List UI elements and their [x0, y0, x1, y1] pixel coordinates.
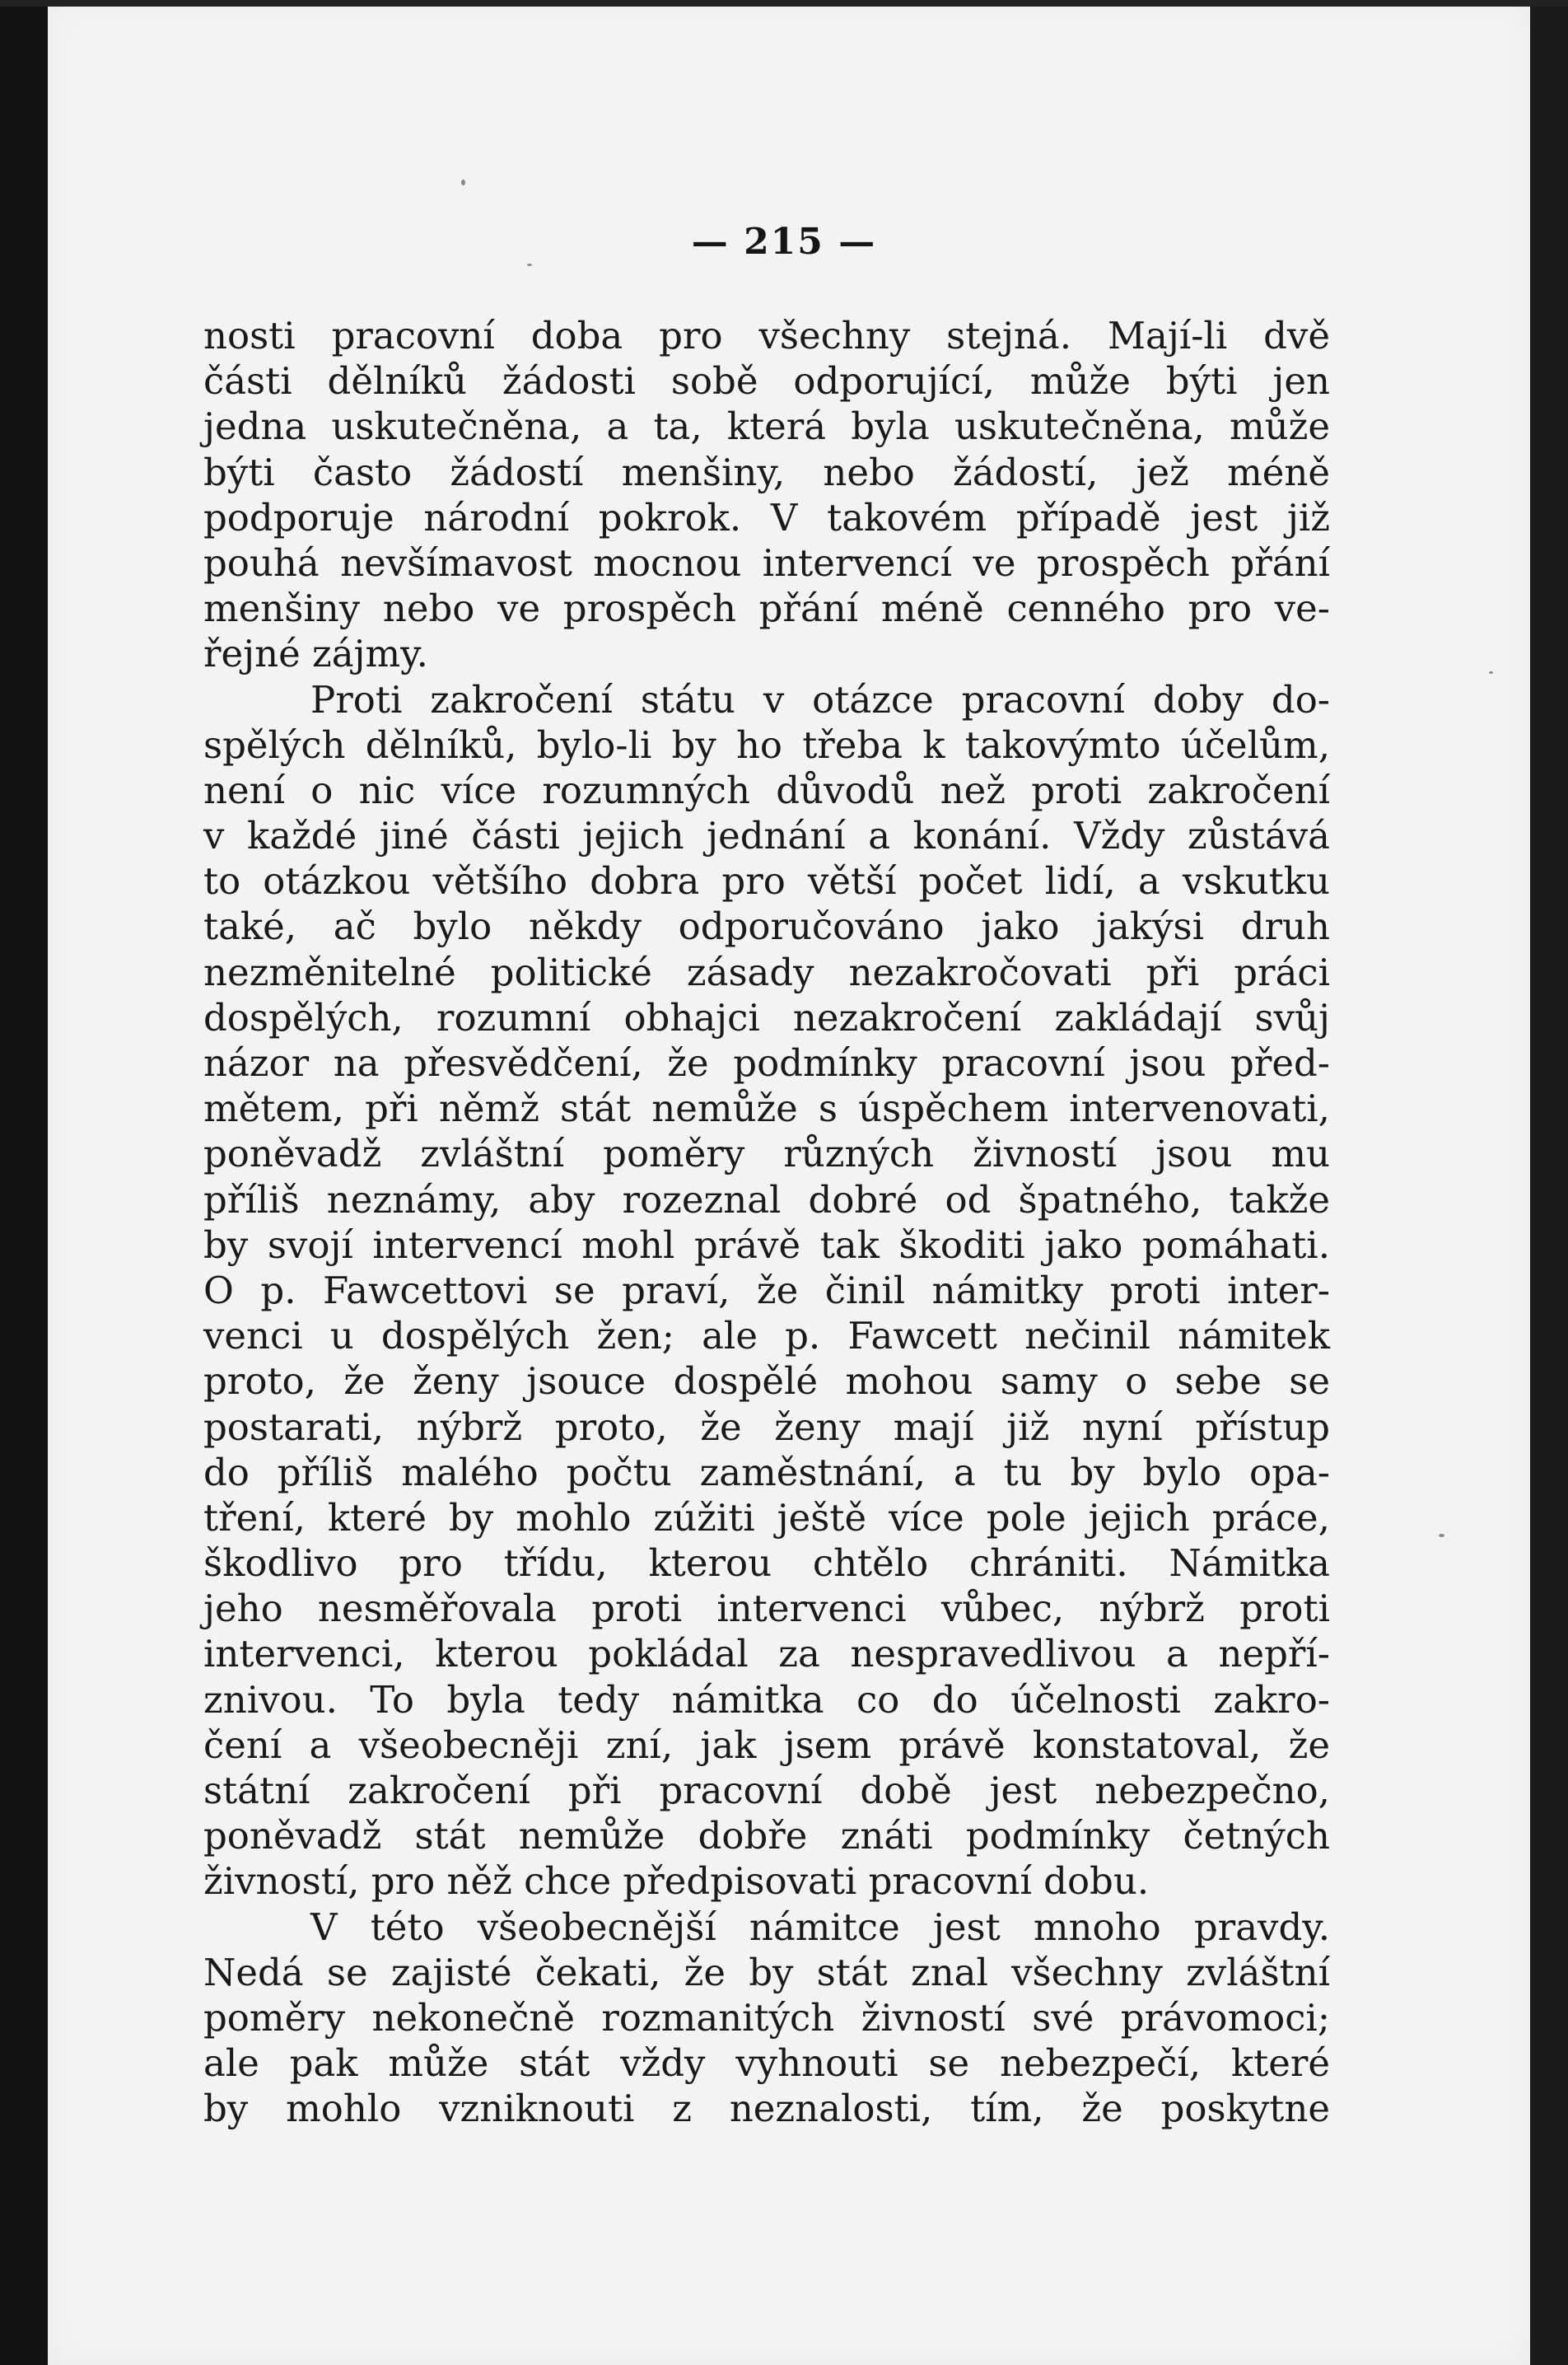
text-line: spělých dělníků, bylo-li by ho třeba k takovýmto účelům,: [203, 722, 1330, 767]
text-line: řejné zájmy.: [203, 632, 428, 676]
text-line: Nedá se zajisté čekati, že by stát znal všechny zvláštní: [203, 1950, 1330, 1994]
text-line: venci u dospělých žen; ale p. Fawcett nečinil námitek: [203, 1314, 1330, 1358]
scan-speck: [461, 180, 465, 185]
scan-top-edge: [0, 0, 1568, 7]
text-line: znivou. To byla tedy námitka co do účelnosti zakro-: [203, 1677, 1330, 1722]
text-line: státní zakročení při pracovní době jest nebezpečno,: [203, 1769, 1330, 1812]
text-line: poněvadž zvláštní poměry různých živností jsou mu: [203, 1132, 1330, 1176]
text-line: také, ač bylo někdy odporučováno jako jakýsi druh: [203, 904, 1330, 949]
body-text: [203, 313, 1330, 2132]
scan-speck: [1439, 1534, 1444, 1537]
text-line: to otázkou většího dobra pro větší počet lidí, a vskutku: [203, 859, 1330, 904]
scan-right-edge: [1530, 0, 1568, 2365]
text-line: nosti pracovní doba pro všechny stejná. Mají-li dvě: [203, 314, 1330, 358]
scan-left-edge: [0, 0, 48, 2365]
page-number: — 215 —: [691, 221, 877, 263]
text-line: by svojí intervencí mohl právě tak škoditi jako pomáhati.: [203, 1222, 1330, 1267]
text-line: býti často žádostí menšiny, nebo žádostí, jež méně: [203, 450, 1330, 494]
text-line: mětem, při němž stát nemůže s úspěchem intervenovati,: [203, 1087, 1330, 1131]
text-line: V této všeobecnější námitce jest mnoho pravdy.: [310, 1905, 1330, 1949]
text-line: do příliš malého počtu zaměstnání, a tu by bylo opa-: [203, 1450, 1330, 1494]
text-line: dospělých, rozumní obhajci nezakročení zakládají svůj: [203, 995, 1330, 1040]
text-line: postarati, nýbrž proto, že ženy mají již nyní přístup: [203, 1405, 1330, 1449]
text-line: živností, pro něž chce předpisovati pracovní dobu.: [203, 1859, 1150, 1904]
scan-speck: [527, 264, 532, 266]
text-line: poněvadž stát nemůže dobře znáti podmínky četných: [203, 1814, 1330, 1858]
text-line: tření, které by mohlo zúžiti ještě více pole jejich práce,: [203, 1495, 1330, 1540]
text-line: jeho nesměřovala proti intervenci vůbec, nýbrž proti: [203, 1587, 1330, 1631]
text-line: škodlivo pro třídu, kterou chtělo chrániti. Námitka: [203, 1541, 1330, 1586]
text-line: podporuje národní pokrok. V takovém případě jest již: [203, 495, 1330, 540]
text-line: menšiny nebo ve prospěch přání méně cenného pro ve-: [203, 587, 1330, 631]
text-line: v každé jiné části jejich jednání a konání. Vždy zůstává: [203, 814, 1330, 858]
text-line: Proti zakročení státu v otázce pracovní doby do-: [310, 677, 1330, 722]
text-line: proto, že ženy jsouce dospělé mohou samy o sebe se: [203, 1359, 1330, 1404]
text-line: příliš neznámy, aby rozeznal dobré od špatného, takže: [203, 1177, 1330, 1222]
text-line: čení a všeobecněji zní, jak jsem právě konstatoval, že: [203, 1722, 1330, 1767]
text-line: intervenci, kterou pokládal za nespravedlivou a nepří-: [203, 1632, 1330, 1676]
text-line: by mohlo vzniknouti z neznalosti, tím, že poskytne: [203, 2087, 1330, 2131]
text-line: ale pak může stát vždy vyhnouti se nebezpečí, které: [203, 2041, 1330, 2086]
text-line: nezměnitelné politické zásady nezakročovati při práci: [203, 950, 1330, 994]
text-line: poměry nekonečně rozmanitých živností své právomoci;: [203, 1995, 1330, 2040]
text-line: jedna uskutečněna, a ta, která byla uskutečněna, může: [203, 404, 1330, 449]
text-line: názor na přesvědčení, že podmínky pracovní jsou před-: [203, 1041, 1330, 1085]
text-line: O p. Fawcettovi se praví, že činil námitky proti inter-: [203, 1268, 1330, 1312]
text-line: není o nic více rozumných důvodů než proti zakročení: [203, 768, 1330, 812]
scan-speck: [1489, 671, 1493, 674]
text-line: pouhá nevšímavost mocnou intervencí ve prospěch přání: [203, 540, 1330, 585]
text-line: části dělníků žádosti sobě odporující, může býti jen: [203, 359, 1330, 404]
